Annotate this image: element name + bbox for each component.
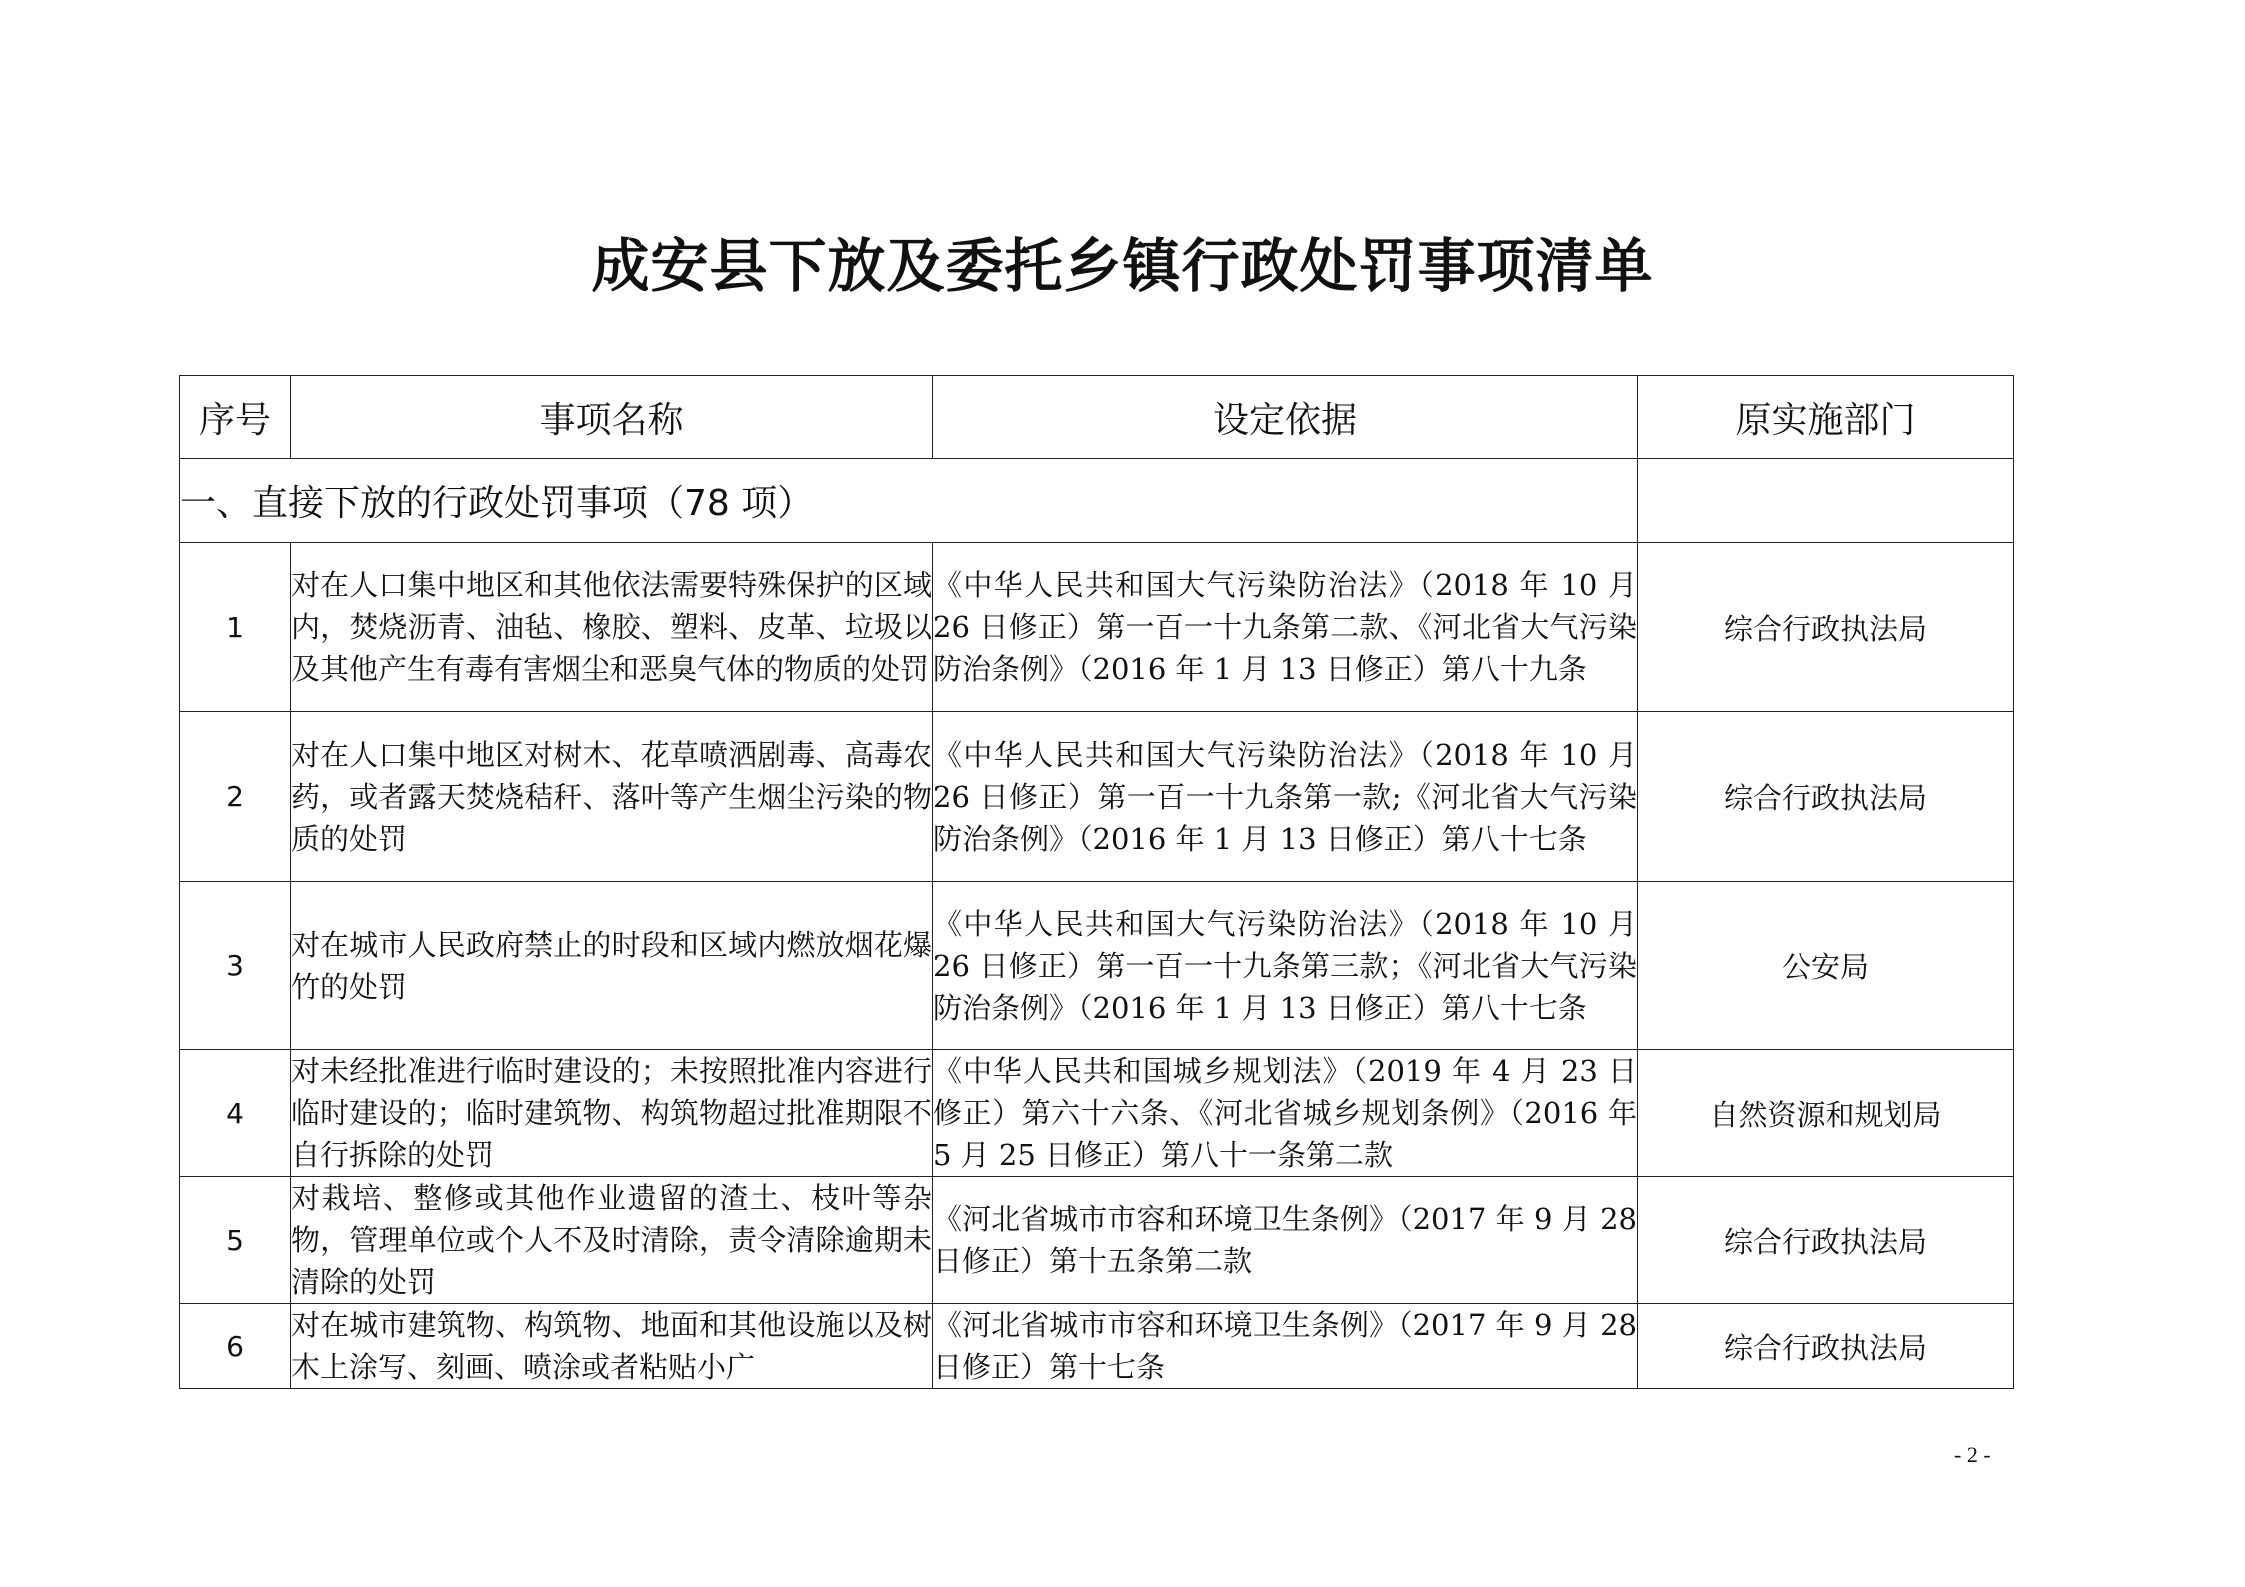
table-row xyxy=(180,1050,2014,1177)
row-item-name: 对未经批准进行临时建设的；未按照批准内容进行临时建设的；临时建筑物、构筑物超过批准期限不自行拆除的处罚 xyxy=(291,1050,933,1177)
row-seq: 3 xyxy=(180,882,291,1050)
row-seq: 2 xyxy=(180,712,291,882)
penalty-items-table xyxy=(179,375,2014,1389)
section-row xyxy=(180,459,2014,543)
table-row xyxy=(180,1304,2014,1389)
row-item-name: 对在人口集中地区和其他依法需要特殊保护的区域内，焚烧沥青、油毡、橡胶、塑料、皮革、垃圾以及其他产生有毒有害烟尘和恶臭气体的物质的处罚 xyxy=(291,543,933,712)
row-item-name-text: 对在城市建筑物、构筑物、地面和其他设施以及树木上涂写、刻画、喷涂或者粘贴小广 xyxy=(291,1308,932,1384)
header-department: 原实施部门 xyxy=(1638,376,2014,459)
row-legal-basis: 《中华人民共和国大气污染防治法》（2018 年 10 月 26 日修正）第一百一十九条第一款;《河北省大气污染防治条例》（2016 年 1 月 13 日修正）第八十七条 xyxy=(933,712,1638,882)
row-seq: 5 xyxy=(180,1177,291,1304)
row-seq: 1 xyxy=(180,543,291,712)
row-department: 自然资源和规划局 xyxy=(1638,1050,2014,1177)
table-header-row xyxy=(180,376,2014,459)
section-title: 一、直接下放的行政处罚事项（78 项） xyxy=(180,459,1638,543)
row-legal-basis: 《河北省城市市容和环境卫生条例》（2017 年 9 月 28 日修正）第十五条第二款 xyxy=(933,1177,1638,1304)
row-department: 综合行政执法局 xyxy=(1638,1304,2014,1389)
table-row xyxy=(180,543,2014,712)
row-legal-basis: 《河北省城市市容和环境卫生条例》（2017 年 9 月 28 日修正）第十七条 xyxy=(933,1304,1638,1389)
row-seq: 6 xyxy=(180,1304,291,1389)
page-number: - 2 - xyxy=(1954,1442,1991,1467)
row-item-name: 对在人口集中地区对树木、花草喷洒剧毒、高毒农药，或者露天焚烧秸秆、落叶等产生烟尘污染的物质的处罚 xyxy=(291,712,933,882)
row-item-name: 对栽培、整修或其他作业遗留的渣土、枝叶等杂物，管理单位或个人不及时清除，责令清除逾期未清除的处罚 xyxy=(291,1177,933,1304)
header-seq: 序号 xyxy=(180,376,291,459)
row-department: 公安局 xyxy=(1638,882,2014,1050)
row-department: 综合行政执法局 xyxy=(1638,712,2014,882)
row-item-name: 对在城市人民政府禁止的时段和区域内燃放烟花爆竹的处罚 xyxy=(291,882,933,1050)
header-item-name: 事项名称 xyxy=(291,376,933,459)
table-row xyxy=(180,712,2014,882)
page-title: 成安县下放及委托乡镇行政处罚事项清单 xyxy=(591,232,1654,300)
row-legal-basis: 《中华人民共和国大气污染防治法》（2018 年 10 月 26 日修正）第一百一十九条第二款、《河北省大气污染防治条例》（2016 年 1 月 13 日修正）第八十九条 xyxy=(933,543,1638,712)
row-item-name-clip xyxy=(291,1304,932,1388)
row-department: 综合行政执法局 xyxy=(1638,543,2014,712)
section-empty-cell xyxy=(1638,459,2014,543)
row-seq: 4 xyxy=(180,1050,291,1177)
row-department: 综合行政执法局 xyxy=(1638,1177,2014,1304)
row-legal-basis: 《中华人民共和国城乡规划法》（2019 年 4 月 23 日修正）第六十六条、《河北省城乡规划条例》（2016 年 5 月 25 日修正）第八十一条第二款 xyxy=(933,1050,1638,1177)
table-row xyxy=(180,882,2014,1050)
table-row xyxy=(180,1177,2014,1304)
row-item-name xyxy=(291,1304,933,1389)
header-legal-basis: 设定依据 xyxy=(933,376,1638,459)
row-legal-basis: 《中华人民共和国大气污染防治法》（2018 年 10 月 26 日修正）第一百一十九条第三款；《河北省大气污染防治条例》（2016 年 1 月 13 日修正）第八十七条 xyxy=(933,882,1638,1050)
